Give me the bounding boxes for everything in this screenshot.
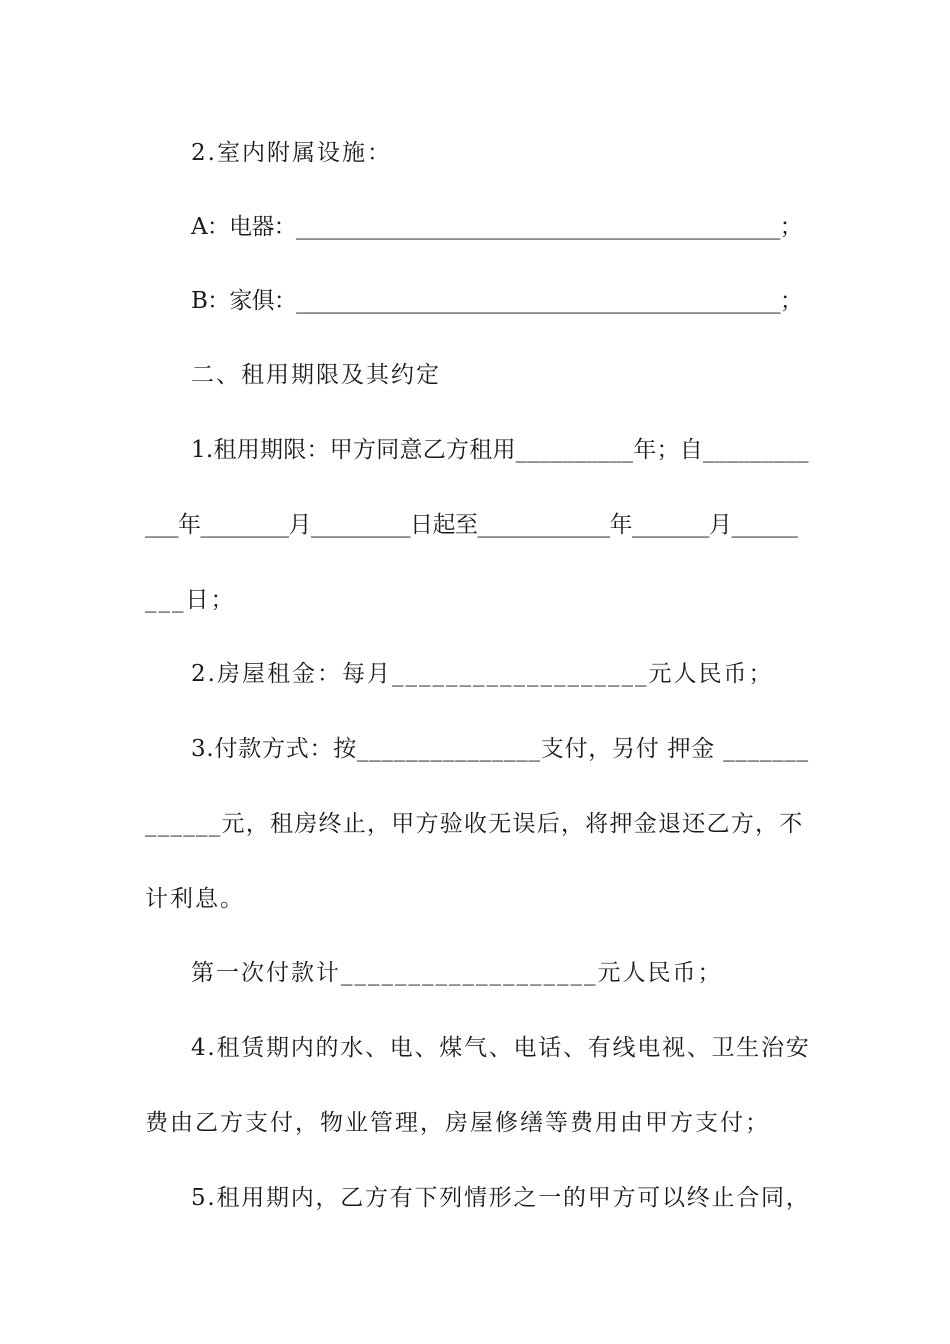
clause-5-line-1: 5.租用期内，乙方有下列情形之一的甲方可以终止合同，: [191, 1185, 811, 1211]
appliances-line: A：电器：_____________________________________________；: [191, 214, 802, 240]
first-payment-line: 第一次付款计___________________元人民币；: [191, 960, 723, 986]
furniture-line: B：家俱：_____________________________________________；: [191, 288, 803, 314]
clause-4-line-1: 4.租赁期内的水、电、煤气、电话、有线电视、卫生治安: [191, 1035, 811, 1061]
clause-1-line-2: ___年________月_________日起至____________年_______月______: [145, 512, 798, 538]
clause-1-line-3: ___日；: [145, 587, 236, 613]
clause-3-line-3: 计利息。: [145, 886, 245, 912]
clause-1-line-1: 1.租用期限：甲方同意乙方租用__________年；自_________: [191, 437, 809, 463]
section-heading-term: 二、租用期限及其约定: [191, 362, 441, 388]
clause-4-line-2: 费由乙方支付，物业管理，房屋修缮等费用由甲方支付；: [145, 1110, 770, 1136]
clause-2-rent: 2.房屋租金：每月___________________元人民币；: [191, 661, 774, 687]
clause-3-line-1: 3.付款方式：按_______________支付，另付 押金 _______: [191, 736, 809, 762]
clause-3-line-2: ______元，租房终止，甲方验收无误后，将押金退还乙方，不: [145, 811, 804, 837]
facilities-heading: 2.室内附属设施：: [191, 140, 392, 166]
